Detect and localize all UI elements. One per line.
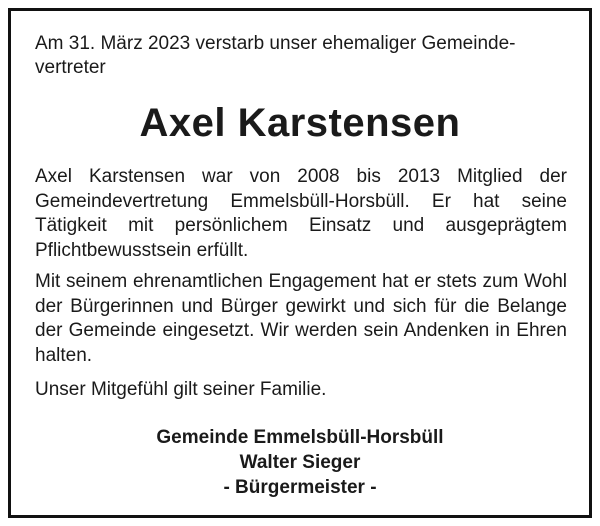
intro-line-2: vertreter <box>35 57 106 78</box>
paragraph-tenure: Axel Karstensen war von 2008 bis 2013 Mitglied der Gemeindevertretung Emmelsbüll-Horsbüll. Er hat seine Tätigkeit mit persönlichem Einsatz und ausgeprägtem Pflichtbewusstsein erfüllt. <box>35 166 567 261</box>
signature-person: Walter Sieger <box>239 452 361 473</box>
signature-block <box>0 425 600 500</box>
signature-organization: Gemeinde Emmelsbüll-Horsbüll <box>156 427 444 448</box>
deceased-name: Axel Karstensen <box>139 101 461 145</box>
intro-line-1: Am 31. März 2023 verstarb unser ehemaliger Gemeinde- <box>35 33 516 54</box>
paragraph-condolence: Unser Mitgefühl gilt seiner Familie. <box>35 379 327 400</box>
paragraph-engagement: Mit seinem ehrenamtlichen Engagement hat er stets zum Wohl der Bürgerinnen und Bürger gewirkt und sich für die Belange der Gemeinde eingesetzt. Wir werden sein Andenken in Ehren halten. <box>35 271 567 366</box>
signature-title: - Bürgermeister - <box>223 477 377 498</box>
intro-text <box>35 32 565 80</box>
